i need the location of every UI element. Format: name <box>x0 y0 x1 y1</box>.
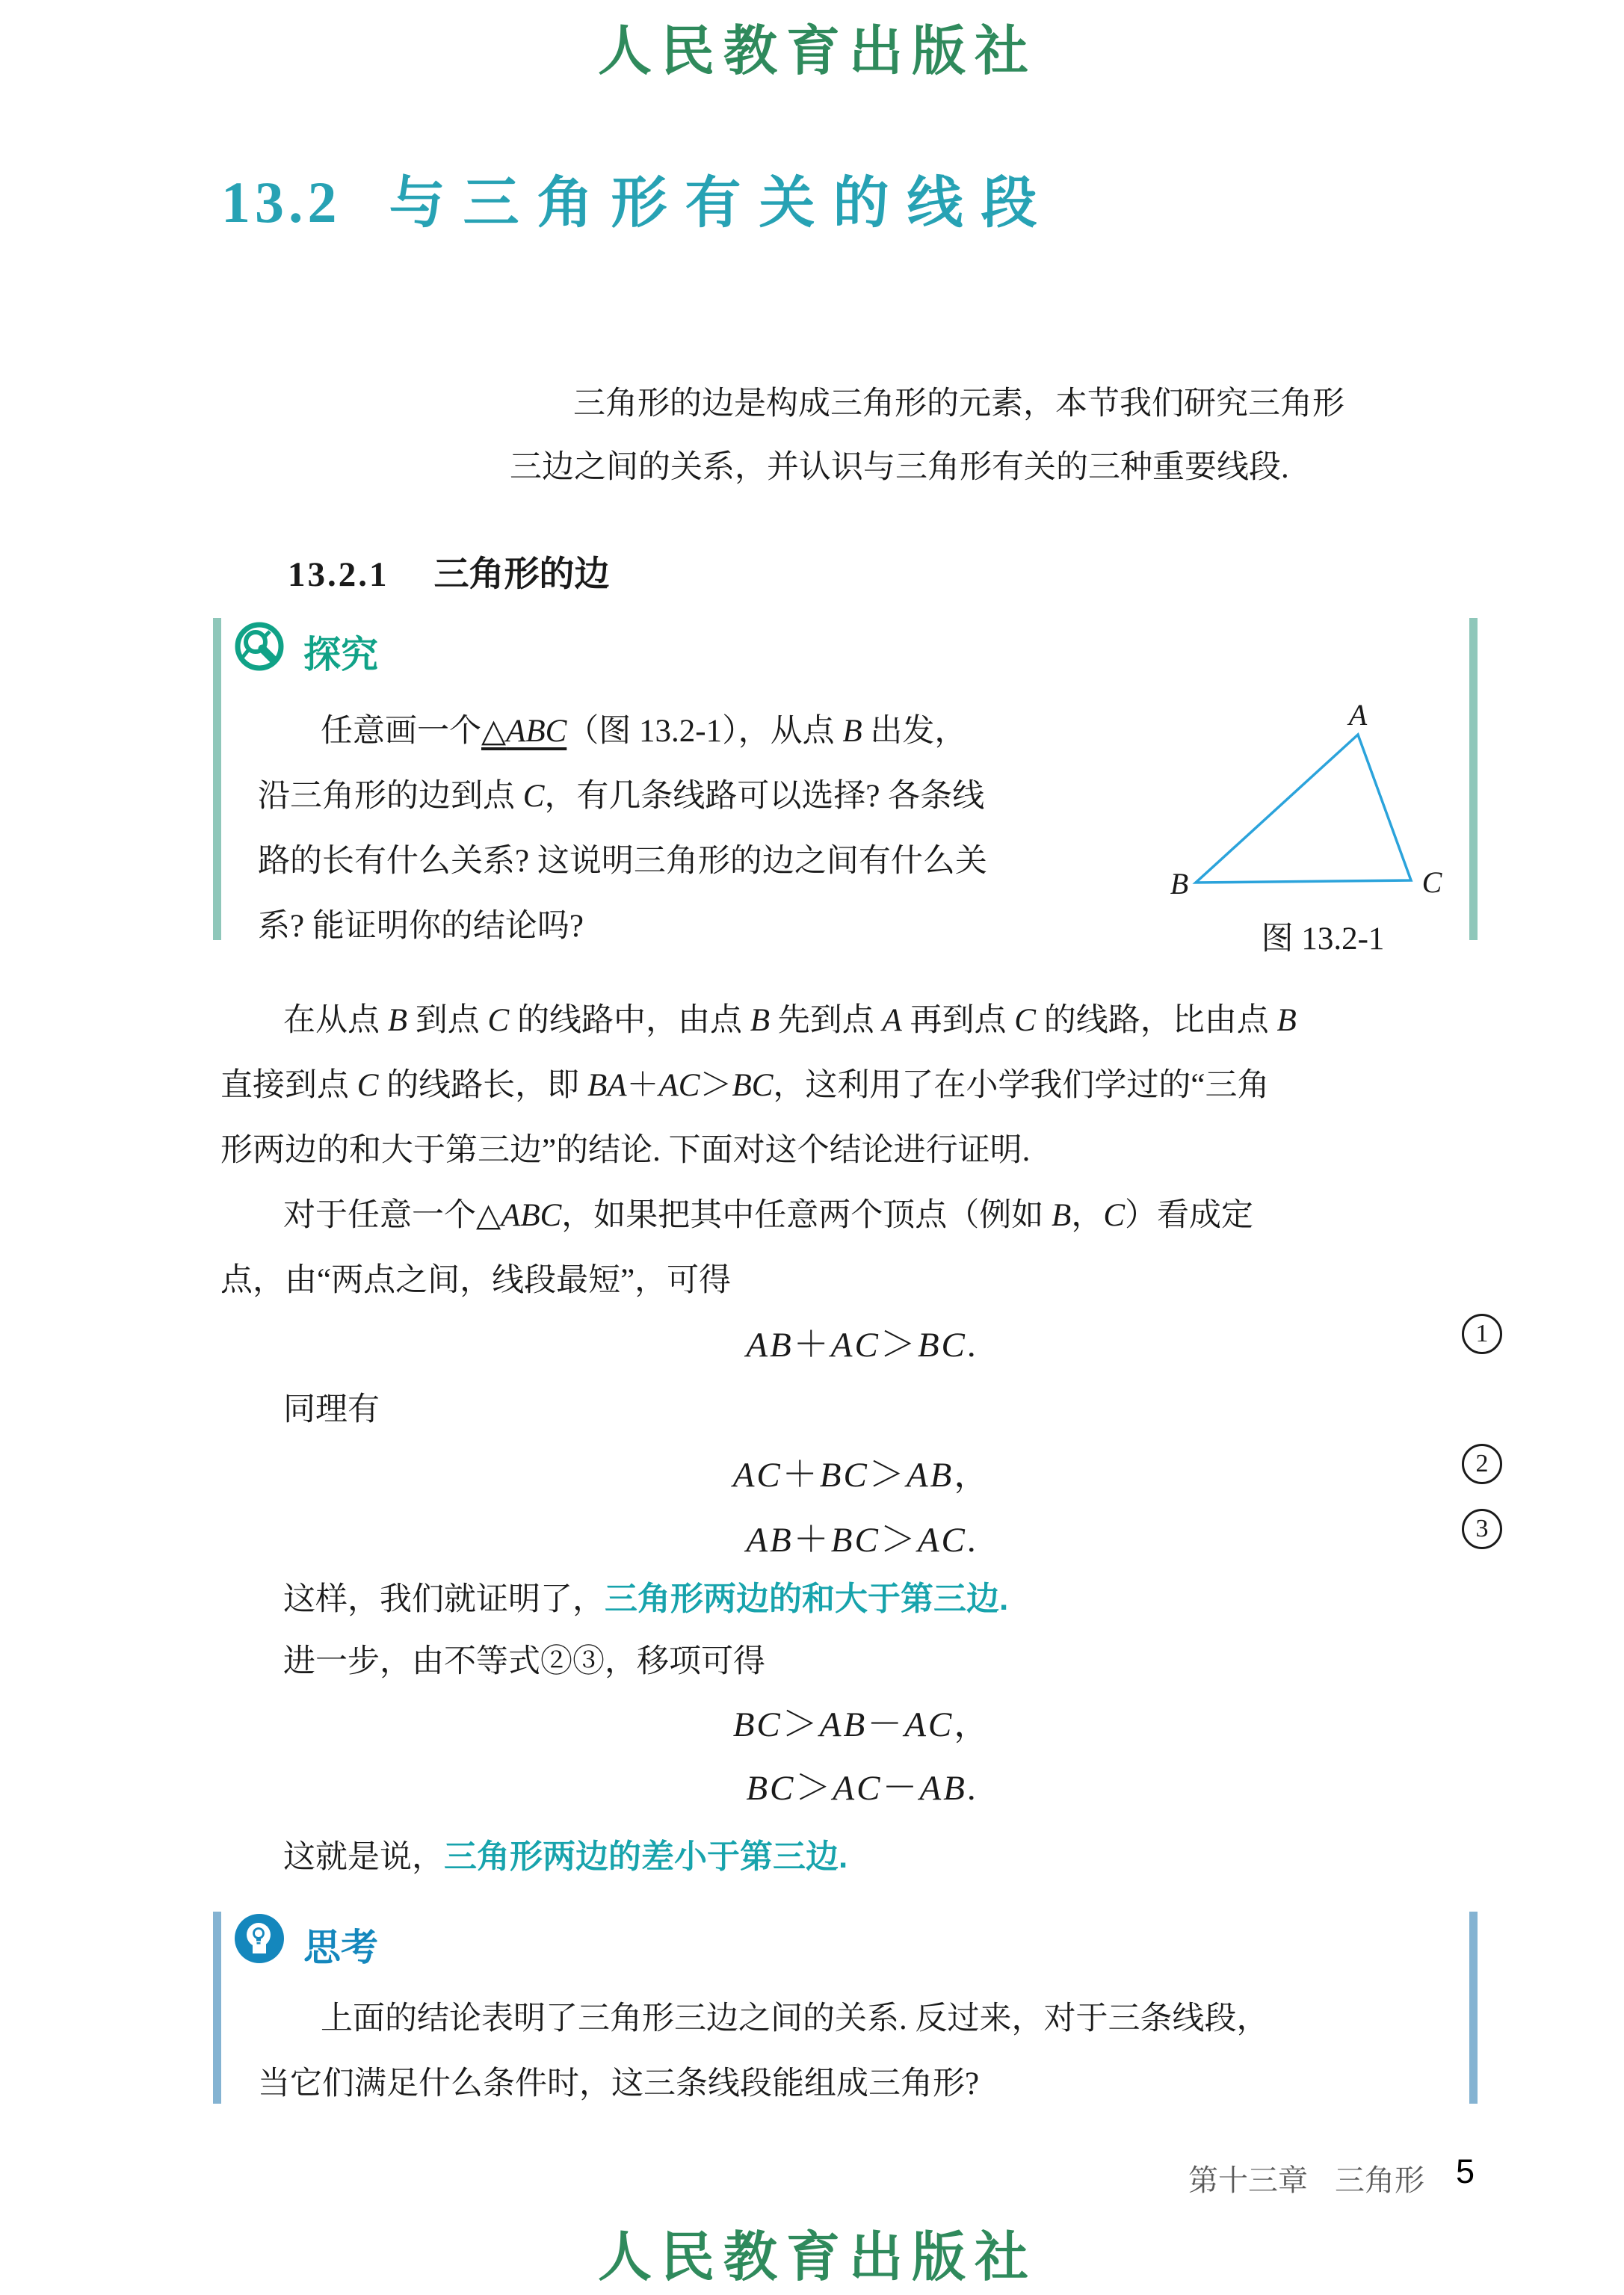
intro-paragraph <box>510 372 1511 499</box>
conclusion-diff-highlight: 三角形两边的差小于第三边. <box>444 1838 848 1875</box>
equation-2-number-badge: 2 <box>1462 1444 1502 1484</box>
equation-2-formula: AC＋BC＞AB， <box>732 1456 992 1495</box>
explore-line-3: 路的长有什么关系? 这说明三角形的边之间有什么关 <box>258 844 987 879</box>
equation-1 <box>220 1317 1504 1367</box>
think-line-1: 上面的结论表明了三角形三边之间的关系. 反过来，对于三条线段， <box>321 2001 1269 2036</box>
remark-further: 进一步，由不等式②③，移项可得 <box>283 1644 765 1679</box>
explore-line-1-post: （图 13.2-1），从点 B 出发， <box>566 714 967 749</box>
conclusion-sum-highlight: 三角形两边的和大于第三边. <box>605 1581 1009 1617</box>
triangle-abc-shape <box>1196 735 1411 883</box>
explore-magnifier-badge-icon <box>234 621 285 672</box>
think-label: 思考 <box>303 1927 378 1968</box>
subsection-title: 三角形的边 <box>433 555 610 594</box>
body-paragraphs <box>220 988 1504 1313</box>
subsection-number: 13.2.1 <box>288 555 389 594</box>
explore-line-2: 沿三角形的边到点 C，有几条线路可以选择? 各条线 <box>258 779 985 814</box>
footer-chapter-name: 第十三章 <box>1188 2163 1308 2197</box>
footer-page-number: 5 <box>1456 2152 1475 2190</box>
equation-3-number-badge: 3 <box>1462 1509 1502 1549</box>
paragraph-2-line-1: 对于任意一个△ABC，如果把其中任意两个顶点（例如 B，C）看成定 <box>283 1198 1254 1233</box>
vertex-label-c: C <box>1421 865 1442 899</box>
vertex-label-a: A <box>1348 698 1368 732</box>
paragraph-1-line-3: 形两边的和大于第三边”的结论. 下面对这个结论进行证明. <box>220 1133 1031 1168</box>
intro-line-2: 三边之间的关系，并认识与三角形有关的三种重要线段. <box>510 450 1289 485</box>
remark-tongli: 同理有 <box>283 1392 380 1427</box>
figure-triangle-svg <box>1157 694 1468 903</box>
footer-chapter <box>1188 2157 1424 2199</box>
footer-section-name: 三角形 <box>1335 2163 1424 2197</box>
paragraph-1-line-2: 直接到点 C 的线路长，即 BA＋AC＞BC，这利用了在小学我们学过的“三角 <box>220 1068 1270 1103</box>
explore-line-4: 系? 能证明你的结论吗? <box>258 909 584 944</box>
publisher-logo-top: 人民教育出版社 <box>598 22 1038 81</box>
explore-label: 探究 <box>303 634 378 676</box>
think-line-2: 当它们满足什么条件时，这三条线段能组成三角形? <box>258 2066 980 2101</box>
conclusion-sum-sentence <box>283 1572 1008 1619</box>
figure-caption: 图 13.2-1 <box>1261 921 1385 957</box>
think-text <box>258 1986 1465 2116</box>
page-title-text: 与三角形有关的线段 <box>389 173 1055 235</box>
equation-5 <box>220 1760 1504 1810</box>
equation-3-formula: AB＋BC＞AC. <box>746 1521 978 1560</box>
paragraph-1-line-1: 在从点 B 到点 C 的线路中，由点 B 先到点 A 再到点 C 的线路，比由点 B <box>283 1003 1297 1038</box>
explore-line-1-pre: 任意画一个 <box>321 714 481 749</box>
equation-1-number-badge: 1 <box>1462 1314 1502 1354</box>
explore-text <box>258 699 1166 959</box>
page-title-number: 13.2 <box>221 170 342 235</box>
conclusion-diff-prefix: 这就是说， <box>283 1840 444 1875</box>
equation-1-formula: AB＋AC＞BC. <box>746 1326 978 1365</box>
equation-3 <box>220 1512 1504 1562</box>
equation-2 <box>220 1447 1504 1497</box>
publisher-logo-bottom: 人民教育出版社 <box>598 2228 1038 2288</box>
explore-line-1 <box>258 699 1166 764</box>
equation-4-formula: BC＞AB－AC， <box>732 1705 992 1744</box>
equation-4 <box>220 1696 1504 1746</box>
paragraph-2-line-2: 点，由“两点之间，线段最短”，可得 <box>220 1263 732 1298</box>
subsection-heading <box>288 546 610 596</box>
conclusion-sum-prefix: 这样，我们就证明了， <box>283 1582 605 1617</box>
explore-accent-bar-left <box>213 618 221 940</box>
think-head-lightbulb-icon <box>234 1913 285 1964</box>
think-accent-bar-left <box>213 1912 221 2104</box>
page-title <box>221 158 1055 238</box>
intro-line-1: 三角形的边是构成三角形的元素，本节我们研究三角形 <box>573 386 1344 421</box>
think-accent-bar-right <box>1469 1912 1478 2104</box>
triangle-abc-underlined: △ABC <box>481 714 567 749</box>
equation-5-formula: BC＞AC－AB. <box>746 1769 978 1808</box>
conclusion-diff-sentence <box>283 1829 847 1877</box>
explore-accent-bar-right <box>1469 618 1478 940</box>
vertex-label-b: B <box>1170 867 1189 901</box>
